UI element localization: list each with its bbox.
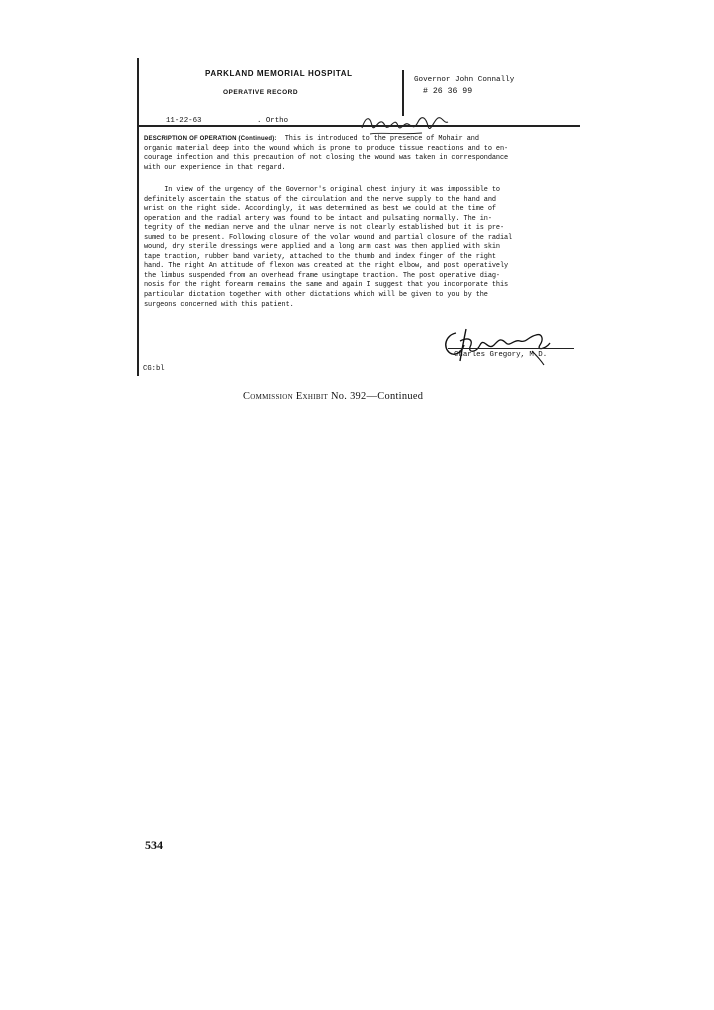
para2-line: definitely ascertain the status of the circulation and the nerve supply to the hand and <box>144 195 496 204</box>
signature-line <box>448 348 574 349</box>
para2-line: wrist on the right side. Accordingly, it was determined as best we could at the time of <box>144 205 496 214</box>
para1-line: courage infection and this precaution of not closing the wound was taken in correspondance <box>144 154 509 163</box>
para2-line: operation and the radial artery was found to be intact and pulsating normally. The in- <box>144 214 492 223</box>
para1-line: with our experience in that regard. <box>144 163 286 172</box>
exhibit-caption <box>243 391 423 402</box>
signatory-name: Charles Gregory, M.D. <box>454 351 548 359</box>
caption-prefix: Commission Exhibit <box>243 391 329 402</box>
para1-line: organic material deep into the wound which is prone to produce tissue reactions and to en- <box>144 144 509 153</box>
handwritten-annotation <box>360 108 456 138</box>
para2-line: sumed to be present. Following closure of the volar wound and partial closure of the radial <box>144 233 513 242</box>
operation-description-para1 <box>144 135 590 173</box>
para2-line: wound, dry sterile dressings were applied and a long arm cast was then applied with skin <box>144 243 500 252</box>
operative-record-form <box>0 0 714 400</box>
typist-initials: CG:bl <box>143 365 165 373</box>
para2-line: particular dictation together with other dictations which will be given to you by the <box>144 291 488 300</box>
para2-line: hand. The right An attitude of flexon was created at the right elbow, and post operatively <box>144 262 509 271</box>
signature-scribble <box>440 325 580 367</box>
caption-suffix: No. 392—Continued <box>330 391 424 402</box>
para2-line: the limbus suspended from an overhead frame usingtape traction. The post operative diag- <box>144 271 500 280</box>
patient-name: Governor John Connally <box>414 76 515 84</box>
para2-line: tegrity of the median nerve and the ulnar nerve is not clearly established but it is pre- <box>144 224 505 233</box>
para2-line: tape traction, rubber band variety, attached to the thumb and index finger of the right <box>144 252 496 261</box>
record-service: . Ortho <box>257 117 289 125</box>
form-title: OPERATIVE RECORD <box>223 89 299 96</box>
section-label: DESCRIPTION OF OPERATION (Continued): <box>144 136 277 142</box>
operation-description-para2 <box>144 186 590 310</box>
record-date: 11-22-63 <box>166 117 202 125</box>
form-left-border <box>137 58 139 376</box>
form-header-rule <box>137 125 580 127</box>
patient-number: # 26 36 99 <box>423 87 473 96</box>
para2-line: In view of the urgency of the Governor's original chest injury it was impossible to <box>144 186 500 194</box>
hospital-name: PARKLAND MEMORIAL HOSPITAL <box>205 69 353 78</box>
page-number: 534 <box>145 838 163 852</box>
para2-line: nosis for the right forearm remains the same and again I suggest that you incorporate this <box>144 281 509 290</box>
para2-line: surgeons concerned with this patient. <box>144 300 294 309</box>
para1-line1: This is introduced to the presence of Mohair and <box>284 135 479 143</box>
